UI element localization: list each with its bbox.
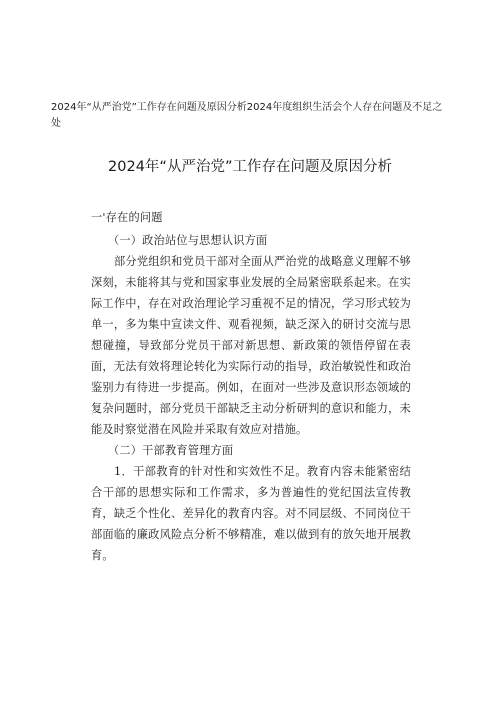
subsection-heading-cadre-education: （二）干部教育管理方面 [108,444,234,457]
subsection-heading-political: （一）政治站位与思想认识方面 [108,234,268,247]
section-heading-problems: 一'存在的问题 [91,211,163,224]
document-title: 2024年“从严治党”工作存在问题及原因分析 [108,159,392,175]
paragraph-political-awareness: 部分党组织和党员干部对全面从严治党的战略意义理解不够深刻，未能将其与党和国家事业发展的全局紧密联系起来。在实际工作中，存在对政治理论学习重视不足的情况，学习形式较为单一，多为集中宣读文件、观看视频，缺乏深入的研讨交流与思想碰撞，导致部分党员干部对新思想、新政策的领悟停留在表面，无法有效将理论转化为实际行动的指导，政治敏锐性和政治鉴别力有待进一步提高。例如，在面对一些涉及意识形态领域的复杂问题时，部分党员干部缺乏主动分析研判的意识和能力，未能及时察觉潜在风险并采取有效应对措施。 [91,255,411,436]
paragraph-cadre-education: 1．干部教育的针对性和实效性不足。教育内容未能紧密结合干部的思想实际和工作需求，多为普遍性的党纪国法宣传教育，缺乏个性化、差异化的教育内容。对不同层级、不同岗位干部面临的廉政风险点分析不够精准，难以做到有的放矢地开展教育。 [91,465,411,562]
header-title: 2024年“从严治党”工作存在问题及原因分析2024年度组织生活会个人存在问题及不足之处 [51,102,443,129]
